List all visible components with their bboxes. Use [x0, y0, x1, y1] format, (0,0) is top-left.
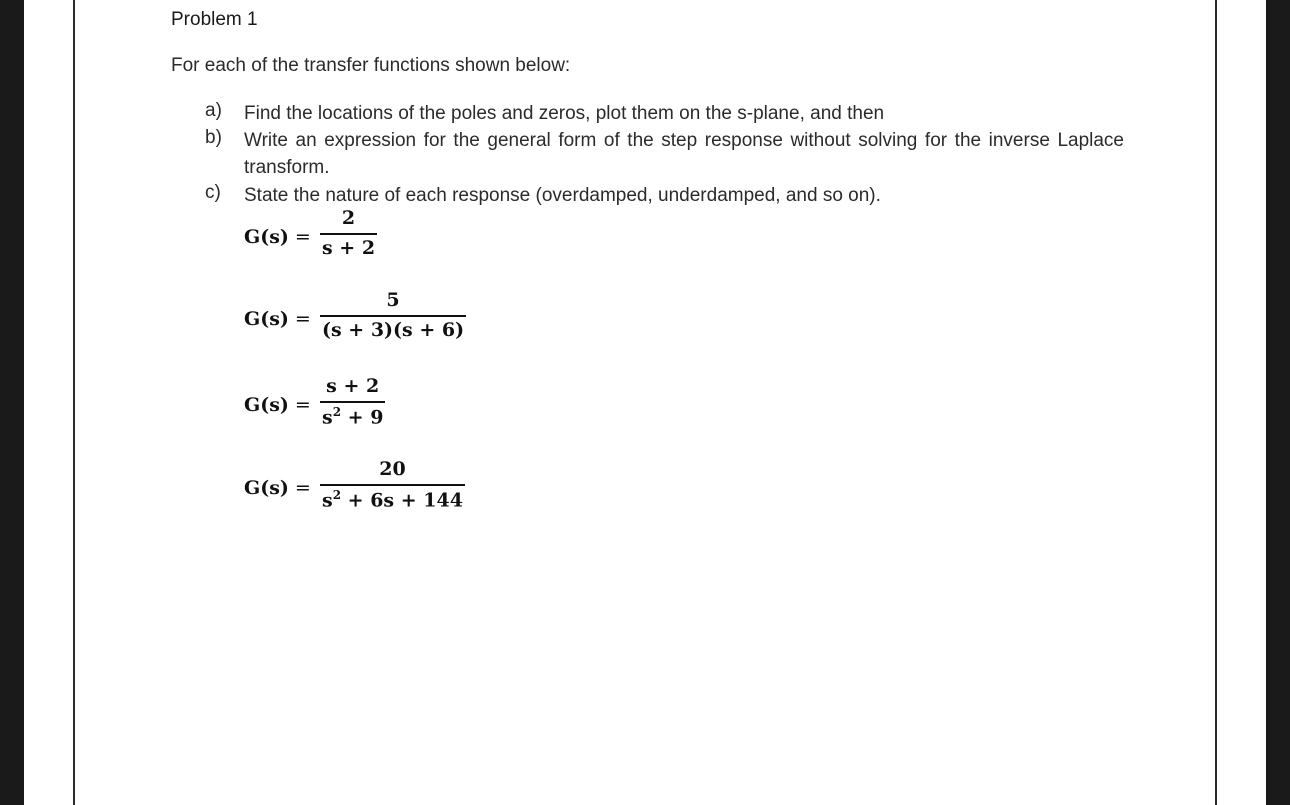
equation-4-numerator: 20	[379, 458, 406, 480]
page-left-rule	[73, 0, 75, 805]
fraction-bar	[320, 233, 377, 235]
equation-3-lhs: G(s) =	[244, 394, 311, 416]
fraction-bar	[320, 315, 466, 317]
task-b-marker: b)	[205, 127, 222, 148]
left-dark-border	[0, 0, 24, 805]
right-dark-border	[1266, 0, 1290, 805]
equation-2-lhs: G(s) =	[244, 308, 311, 330]
task-c-text: State the nature of each response (overdamped, underdamped, and so on).	[244, 185, 881, 206]
task-c-marker: c)	[205, 182, 221, 203]
equation-4-lhs: G(s) =	[244, 477, 311, 499]
task-a-marker: a)	[205, 100, 222, 121]
equation-3-numerator: s + 2	[326, 375, 380, 397]
equation-2-fraction	[320, 289, 466, 341]
equation-4-fraction	[320, 458, 465, 511]
equation-3-denominator: $s^2 + 9$	[322, 404, 384, 428]
task-b-text: Write an expression for the general form of the step response without solving for the inverse Laplace transform.	[244, 130, 1124, 178]
equation-2-numerator: 5	[386, 289, 400, 311]
equation-1-numerator: 2	[341, 207, 356, 229]
fraction-bar	[320, 401, 385, 403]
equation-4-denominator: $s^2 + 6s + 144$	[322, 487, 463, 511]
task-a-text: Find the locations of the poles and zeros, plot them on the s-plane, and then	[244, 103, 885, 124]
problem-intro: For each of the transfer functions shown below:	[171, 55, 571, 76]
equation-1-fraction	[320, 207, 377, 259]
equation-3-fraction	[320, 375, 385, 428]
equation-2-denominator: (s + 3)(s + 6)	[322, 318, 465, 341]
page-right-rule	[1215, 0, 1217, 805]
equation-1-denominator: s + 2	[322, 236, 376, 259]
fraction-bar	[320, 484, 465, 486]
equation-1-lhs: G(s) =	[244, 226, 311, 248]
problem-title: Problem 1	[171, 9, 258, 30]
